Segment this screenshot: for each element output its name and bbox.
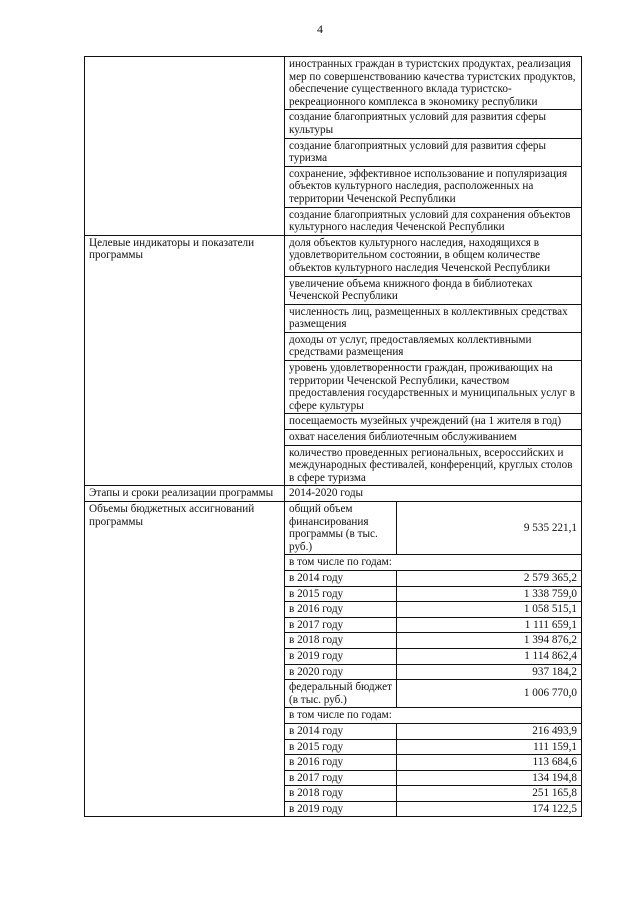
budget-row <box>85 501 581 816</box>
federal-by-years-row <box>285 707 581 723</box>
federal-year: в 2018 году <box>285 786 397 801</box>
budget-by-years-label: в том числе по годам: <box>289 556 392 569</box>
federal-year-row <box>285 770 581 786</box>
goals-list <box>285 57 581 235</box>
budget-year-row <box>285 648 581 664</box>
stages-value: 2014-2020 годы <box>289 487 364 500</box>
budget-year-value: 1 058 515,1 <box>523 603 577 616</box>
page-number: 4 <box>317 22 323 36</box>
federal-year-value: 134 194,8 <box>532 771 577 784</box>
federal-year-row <box>285 754 581 770</box>
goal-item: создание благоприятных условий для развития сферы туризма <box>285 138 581 166</box>
passport-table <box>84 56 582 817</box>
federal-year-value: 216 493,9 <box>532 724 577 737</box>
budget-year-value: 1 338 759,0 <box>523 587 577 600</box>
indicators-list <box>285 236 581 486</box>
budget-total-row <box>285 502 581 554</box>
budget-year-row <box>285 617 581 633</box>
federal-year-value: 113 684,6 <box>532 756 577 769</box>
budget-year-value: 2 579 365,2 <box>523 571 577 584</box>
indicator-item: количество проведенных региональных, всероссийских и международных фестивалей, конференций, круглых столов в сфере туризма <box>285 445 581 486</box>
indicator-item: увеличение объема книжного фонда в библиотеках Чеченской Республики <box>285 276 581 304</box>
budget-year-row <box>285 586 581 602</box>
budget-year: в 2018 году <box>285 633 397 648</box>
budget-year: в 2014 году <box>285 571 397 586</box>
indicator-item: доля объектов культурного наследия, находящихся в удовлетворительном состоянии, в общем количестве объектов культурного наследия Чеченской Республики <box>289 236 551 274</box>
indicator-item: доходы от услуг, предоставляемых коллективными средствами размещения <box>285 332 581 360</box>
federal-value: 1 006 770,0 <box>523 687 577 700</box>
budget-label: Объемы бюджетных ассигнований программы <box>85 502 285 816</box>
budget-year: в 2015 году <box>285 587 397 602</box>
goal-item: иностранных граждан в туристских продуктах, реализация мер по совершенствованию качества туристских продуктов, обеспечение существенного вклада туристско-рекреационного комплекса в экономику республики <box>289 58 576 108</box>
indicator-item: посещаемость музейных учреждений (на 1 жителя в год) <box>285 413 581 429</box>
federal-year: в 2014 году <box>285 724 397 739</box>
federal-year-row <box>285 785 581 801</box>
budget-year: в 2016 году <box>285 602 397 617</box>
budget-year-value: 1 111 659,1 <box>524 618 577 631</box>
federal-year-row <box>285 723 581 739</box>
stages-label: Этапы и сроки реализации программы <box>85 486 285 501</box>
goals-label-cell <box>85 57 285 235</box>
budget-year-row <box>285 664 581 680</box>
federal-by-years-label: в том числе по годам: <box>289 709 392 722</box>
federal-year: в 2017 году <box>285 771 397 786</box>
indicator-item: уровень удовлетворенности граждан, проживающих на территории Чеченской Республики, качеством предоставления государственных и муниципальных услуг в сфере культуры <box>285 360 581 413</box>
indicator-item: численность лиц, размещенных в коллективных средствах размещения <box>285 304 581 332</box>
federal-year: в 2015 году <box>285 740 397 755</box>
federal-year-row <box>285 739 581 755</box>
budget-year-value: 937 184,2 <box>532 665 577 678</box>
stages-row <box>85 485 581 501</box>
federal-total-row <box>285 679 581 707</box>
goals-row <box>85 57 581 235</box>
budget-year-value: 1 114 862,4 <box>524 649 577 662</box>
budget-year-row <box>285 601 581 617</box>
indicators-label: Целевые индикаторы и показатели программы <box>85 236 285 486</box>
budget-year: в 2019 году <box>285 649 397 664</box>
goal-item: сохранение, эффективное использование и популяризация объектов культурного наследия, расположенных на территории Чеченской Республики <box>285 166 581 207</box>
budget-table <box>285 502 581 816</box>
federal-year-value: 174 122,5 <box>532 802 577 815</box>
federal-year-value: 251 165,8 <box>532 787 577 800</box>
budget-by-years-row <box>285 554 581 570</box>
federal-year: в 2016 году <box>285 755 397 770</box>
budget-year: в 2017 году <box>285 618 397 633</box>
budget-year-row <box>285 570 581 586</box>
budget-year-value: 1 394 876,2 <box>523 634 577 647</box>
budget-total-value: 9 535 221,1 <box>523 521 577 534</box>
budget-total-label: общий объем финансирования программы (в тыс. руб.) <box>285 502 397 554</box>
goal-item: создание благоприятных условий для развития сферы культуры <box>285 109 581 137</box>
indicator-item: охват населения библиотечным обслуживанием <box>285 429 581 445</box>
federal-year-row <box>285 801 581 817</box>
federal-label: федеральный бюджет (в тыс. руб.) <box>285 680 397 707</box>
federal-year-value: 111 159,1 <box>533 740 577 753</box>
goal-item: создание благоприятных условий для сохранения объектов культурного наследия Чеченской Республики <box>285 207 581 235</box>
indicators-row <box>85 235 581 486</box>
budget-year: в 2020 году <box>285 665 397 680</box>
federal-year: в 2019 году <box>285 802 397 817</box>
budget-year-row <box>285 632 581 648</box>
